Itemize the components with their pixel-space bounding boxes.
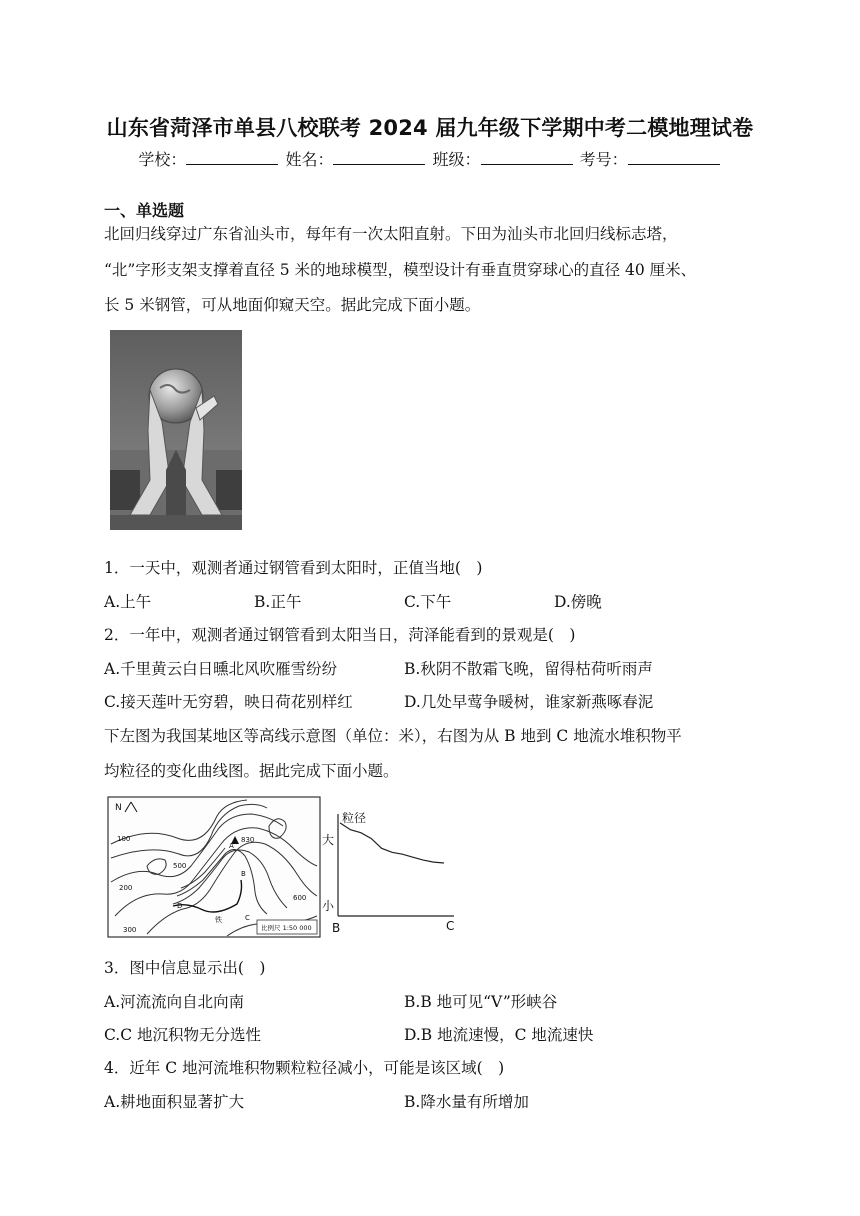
exam-number-label: 考号：: [579, 150, 628, 169]
class-label: 班级：: [432, 150, 481, 169]
q3-option-d[interactable]: D.B 地流速慢，C 地流速快: [404, 1026, 594, 1044]
q2-option-d[interactable]: D.几处早莺争暖树，谁家新燕啄春泥: [404, 693, 654, 711]
question-1-stem: 1．一天中，观测者通过钢管看到太阳时，正值当地( ): [104, 559, 483, 577]
school-label: 学校：: [138, 150, 187, 169]
point-c-label: C: [245, 914, 250, 922]
material2-line: 下左图为我国某地区等高线示意图（单位：米），右图为从 B 地到 C 地流水堆积物平: [104, 727, 682, 745]
question-2-stem: 2．一年中，观测者通过钢管看到太阳当日，菏泽能看到的景观是( ): [104, 626, 576, 644]
contour-label: 500: [173, 862, 187, 870]
page-title: 山东省菏泽市单县八校联考 2024 届九年级下学期中考二模地理试卷: [106, 116, 754, 140]
y-axis-label: 粒径: [342, 811, 367, 825]
x-axis-start-label: B: [332, 921, 341, 935]
material2-line: 均粒径的变化曲线图。据此完成下面小题。: [104, 762, 399, 780]
river-label: 铁: [215, 916, 222, 924]
exam-number-blank[interactable]: [628, 150, 720, 165]
grain-size-chart: [318, 806, 468, 936]
q4-option-b[interactable]: B.降水量有所增加: [404, 1093, 529, 1111]
y-axis-bottom-label: 小: [322, 899, 335, 913]
contour-map: [107, 796, 321, 938]
point-b-label: B: [241, 870, 246, 878]
y-axis-top-label: 大: [322, 833, 335, 847]
name-blank[interactable]: [333, 150, 425, 165]
q4-option-a[interactable]: A.耕地面积显著扩大: [104, 1093, 245, 1111]
scale-label: 比例尺 1:50 000: [261, 924, 312, 932]
q1-option-c[interactable]: C.下午: [404, 593, 452, 611]
q3-option-c[interactable]: C.C 地沉积物无分选性: [104, 1026, 262, 1044]
x-axis-end-label: C: [446, 919, 455, 933]
tropic-tower-photo: [110, 330, 242, 530]
summit-elevation-label: 830: [241, 836, 255, 844]
question-4-stem: 4．近年 C 地河流堆积物颗粒粒径减小，可能是该区域( ): [104, 1059, 505, 1077]
contour-label: 300: [123, 926, 137, 934]
material1-line: “北”字形支架支撑着直径 5 米的地球模型，模型设计有垂直贯穿球心的直径 40 厘米、: [104, 261, 697, 279]
north-label: N: [115, 803, 122, 813]
section-heading: 一、单选题: [104, 201, 185, 220]
q2-option-b[interactable]: B.秋阴不散霜飞晚，留得枯荷听雨声: [404, 660, 653, 678]
name-label: 姓名：: [285, 150, 334, 169]
q2-option-a[interactable]: A.千里黄云白日曛北风吹雁雪纷纷: [104, 660, 338, 678]
point-d-label: D: [177, 902, 183, 910]
q1-option-a[interactable]: A.上午: [104, 593, 152, 611]
material1-line: 长 5 米钢管，可从地面仰窥天空。据此完成下面小题。: [104, 296, 481, 314]
q3-option-b[interactable]: B.B 地可见“V”形峡谷: [404, 993, 558, 1011]
point-a-label: A: [229, 842, 234, 850]
grain-size-series-line: [340, 823, 444, 863]
contour-label: 100: [117, 835, 131, 843]
student-info-line: [0, 147, 860, 170]
q1-option-b[interactable]: B.正午: [254, 593, 302, 611]
contour-label: 200: [119, 884, 133, 892]
q1-option-d[interactable]: D.傍晚: [554, 593, 602, 611]
material1-line: 北回归线穿过广东省汕头市，每年有一次太阳直射。下田为汕头市北回归线标志塔，: [104, 225, 678, 243]
q2-option-c[interactable]: C.接天莲叶无穷碧，映日荷花别样红: [104, 693, 353, 711]
q3-option-a[interactable]: A.河流流向自北向南: [104, 993, 245, 1011]
class-blank[interactable]: [481, 150, 573, 165]
contour-label: 600: [293, 894, 307, 902]
question-3-stem: 3．图中信息显示出( ): [104, 959, 266, 977]
school-blank[interactable]: [186, 150, 278, 165]
